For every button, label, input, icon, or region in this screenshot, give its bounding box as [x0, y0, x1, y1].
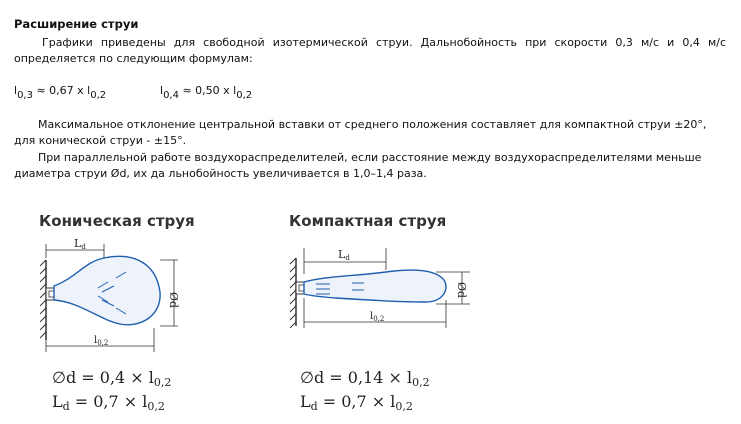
intro-paragraph: Графики приведены для свободной изотермической струи. Дальнобойность при скорости 0,3 м/с и 0,4 м/с определяется по следующим формулам: [14, 36, 726, 65]
compact-eq-ld: $L_d = 0,7 \times l_{0,2}$ [300, 392, 413, 413]
conical-l02-label: $l_{0,2}$ [94, 335, 109, 347]
compact-d-label: Ød [455, 282, 468, 299]
parallel-paragraph: При параллельной работе воздухораспределителей, если расстояние между воздухораспределителями меньше диаметра струи Ød, их да льнобойность увеличивается в 1,0–1,4 раза. [14, 151, 702, 180]
conical-diagram [36, 234, 196, 354]
formula-l04: $l_{0,4} \approx 0,50$ x $l_{0,2}$ [160, 84, 253, 101]
conical-eq-ld: $L_d = 0,7 \times l_{0,2}$ [52, 392, 165, 413]
section-title: Расширение струи [14, 17, 139, 31]
compact-wall-hatch [290, 258, 296, 328]
conical-wall-hatch [40, 260, 46, 338]
conical-d-label: Ød [167, 292, 180, 309]
formula-l03: $l_{0,3} \approx 0,67$ x $l_{0,2}$ [14, 84, 107, 101]
compact-title: Компактная струя [289, 212, 447, 230]
compact-eq-d: ∅d = $0,14 \times l_{0,2}$ [300, 368, 430, 389]
range-formulas [14, 84, 253, 101]
conical-ld-label: Ld [74, 237, 86, 251]
compact-diagram [286, 240, 476, 340]
compact-l02-label: $l_{0,2}$ [370, 311, 385, 323]
conical-title: Коническая струя [39, 212, 195, 230]
compact-jet-outline [304, 270, 446, 302]
deviation-paragraph: Максимальное отклонение центральной вставки от среднего положения составляет для компактной струи ±20°, для конической струи - ±15°. [14, 118, 707, 147]
conical-eq-d: ∅d = $0,4 \times l_{0,2}$ [52, 368, 172, 389]
conical-jet-outline [54, 256, 160, 324]
compact-ld-label: Ld [338, 248, 350, 262]
